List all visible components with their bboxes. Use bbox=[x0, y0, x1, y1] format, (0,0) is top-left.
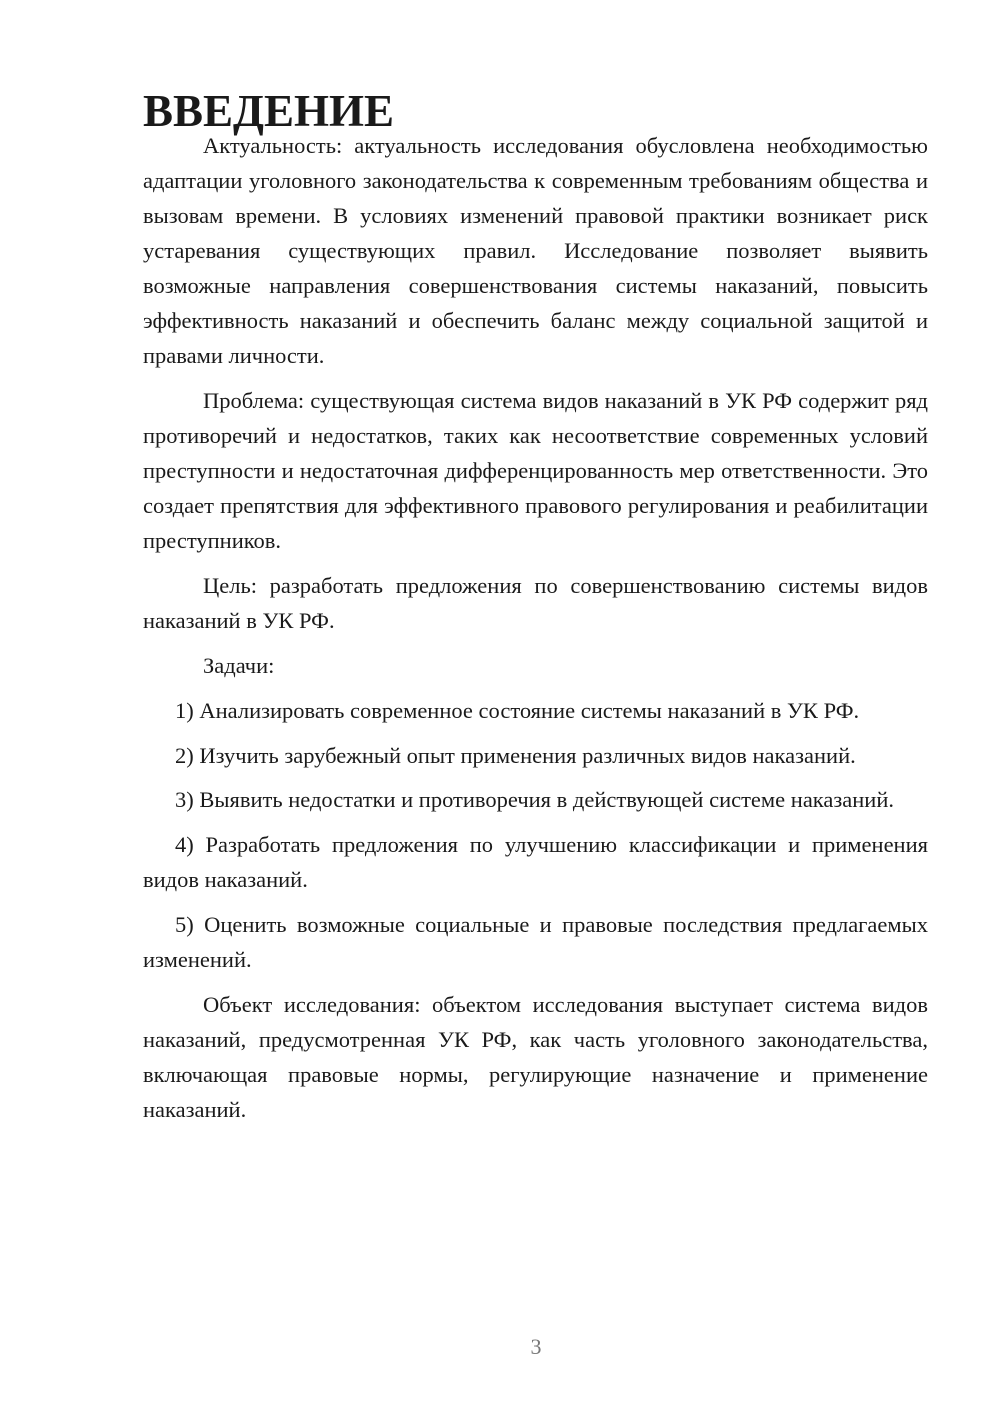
tasks-heading: Задачи: bbox=[203, 653, 275, 678]
task-item: 3) Выявить недостатки и противоречия в действующей системе наказаний. bbox=[175, 787, 895, 812]
page-content bbox=[143, 86, 928, 1127]
page-title: ВВЕДЕНИЕ bbox=[143, 86, 395, 136]
tasks-list bbox=[143, 693, 928, 977]
goal-paragraph: Цель: разработать предложения по совершенствованию системы видов наказаний в УК РФ. bbox=[143, 573, 928, 633]
task-item: 4) Разработать предложения по улучшению классификации и применения видов наказаний. bbox=[143, 832, 928, 892]
object-paragraph: Объект исследования: объектом исследования выступает система видов наказаний, предусмотренная УК РФ, как часть уголовного законодательства, включающая правовые нормы, регулирующие назначение и применение наказаний. bbox=[143, 992, 928, 1122]
relevance-paragraph: Актуальность: актуальность исследования обусловлена необходимостью адаптации уголовного законодательства к современным требованиям общества и вызовам времени. В условиях изменений правовой практики возникает риск устаревания существующих правил. Исследование позволяет выявить возможные направления совершенствования системы наказаний, повысить эффективность наказаний и обеспечить баланс между социальной защитой и правами личности. bbox=[143, 133, 928, 368]
task-item: 5) Оценить возможные социальные и правовые последствия предлагаемых изменений. bbox=[143, 912, 928, 972]
task-item: 2) Изучить зарубежный опыт применения различных видов наказаний. bbox=[175, 743, 856, 768]
page-number: 3 bbox=[530, 1334, 542, 1359]
problem-paragraph: Проблема: существующая система видов наказаний в УК РФ содержит ряд противоречий и недостатков, таких как несоответствие современных условий преступности и недостаточная дифференцированность мер ответственности. Это создает препятствия для эффективного правового регулирования и реабилитации преступников. bbox=[143, 388, 928, 553]
task-item: 1) Анализировать современное состояние системы наказаний в УК РФ. bbox=[175, 698, 860, 723]
